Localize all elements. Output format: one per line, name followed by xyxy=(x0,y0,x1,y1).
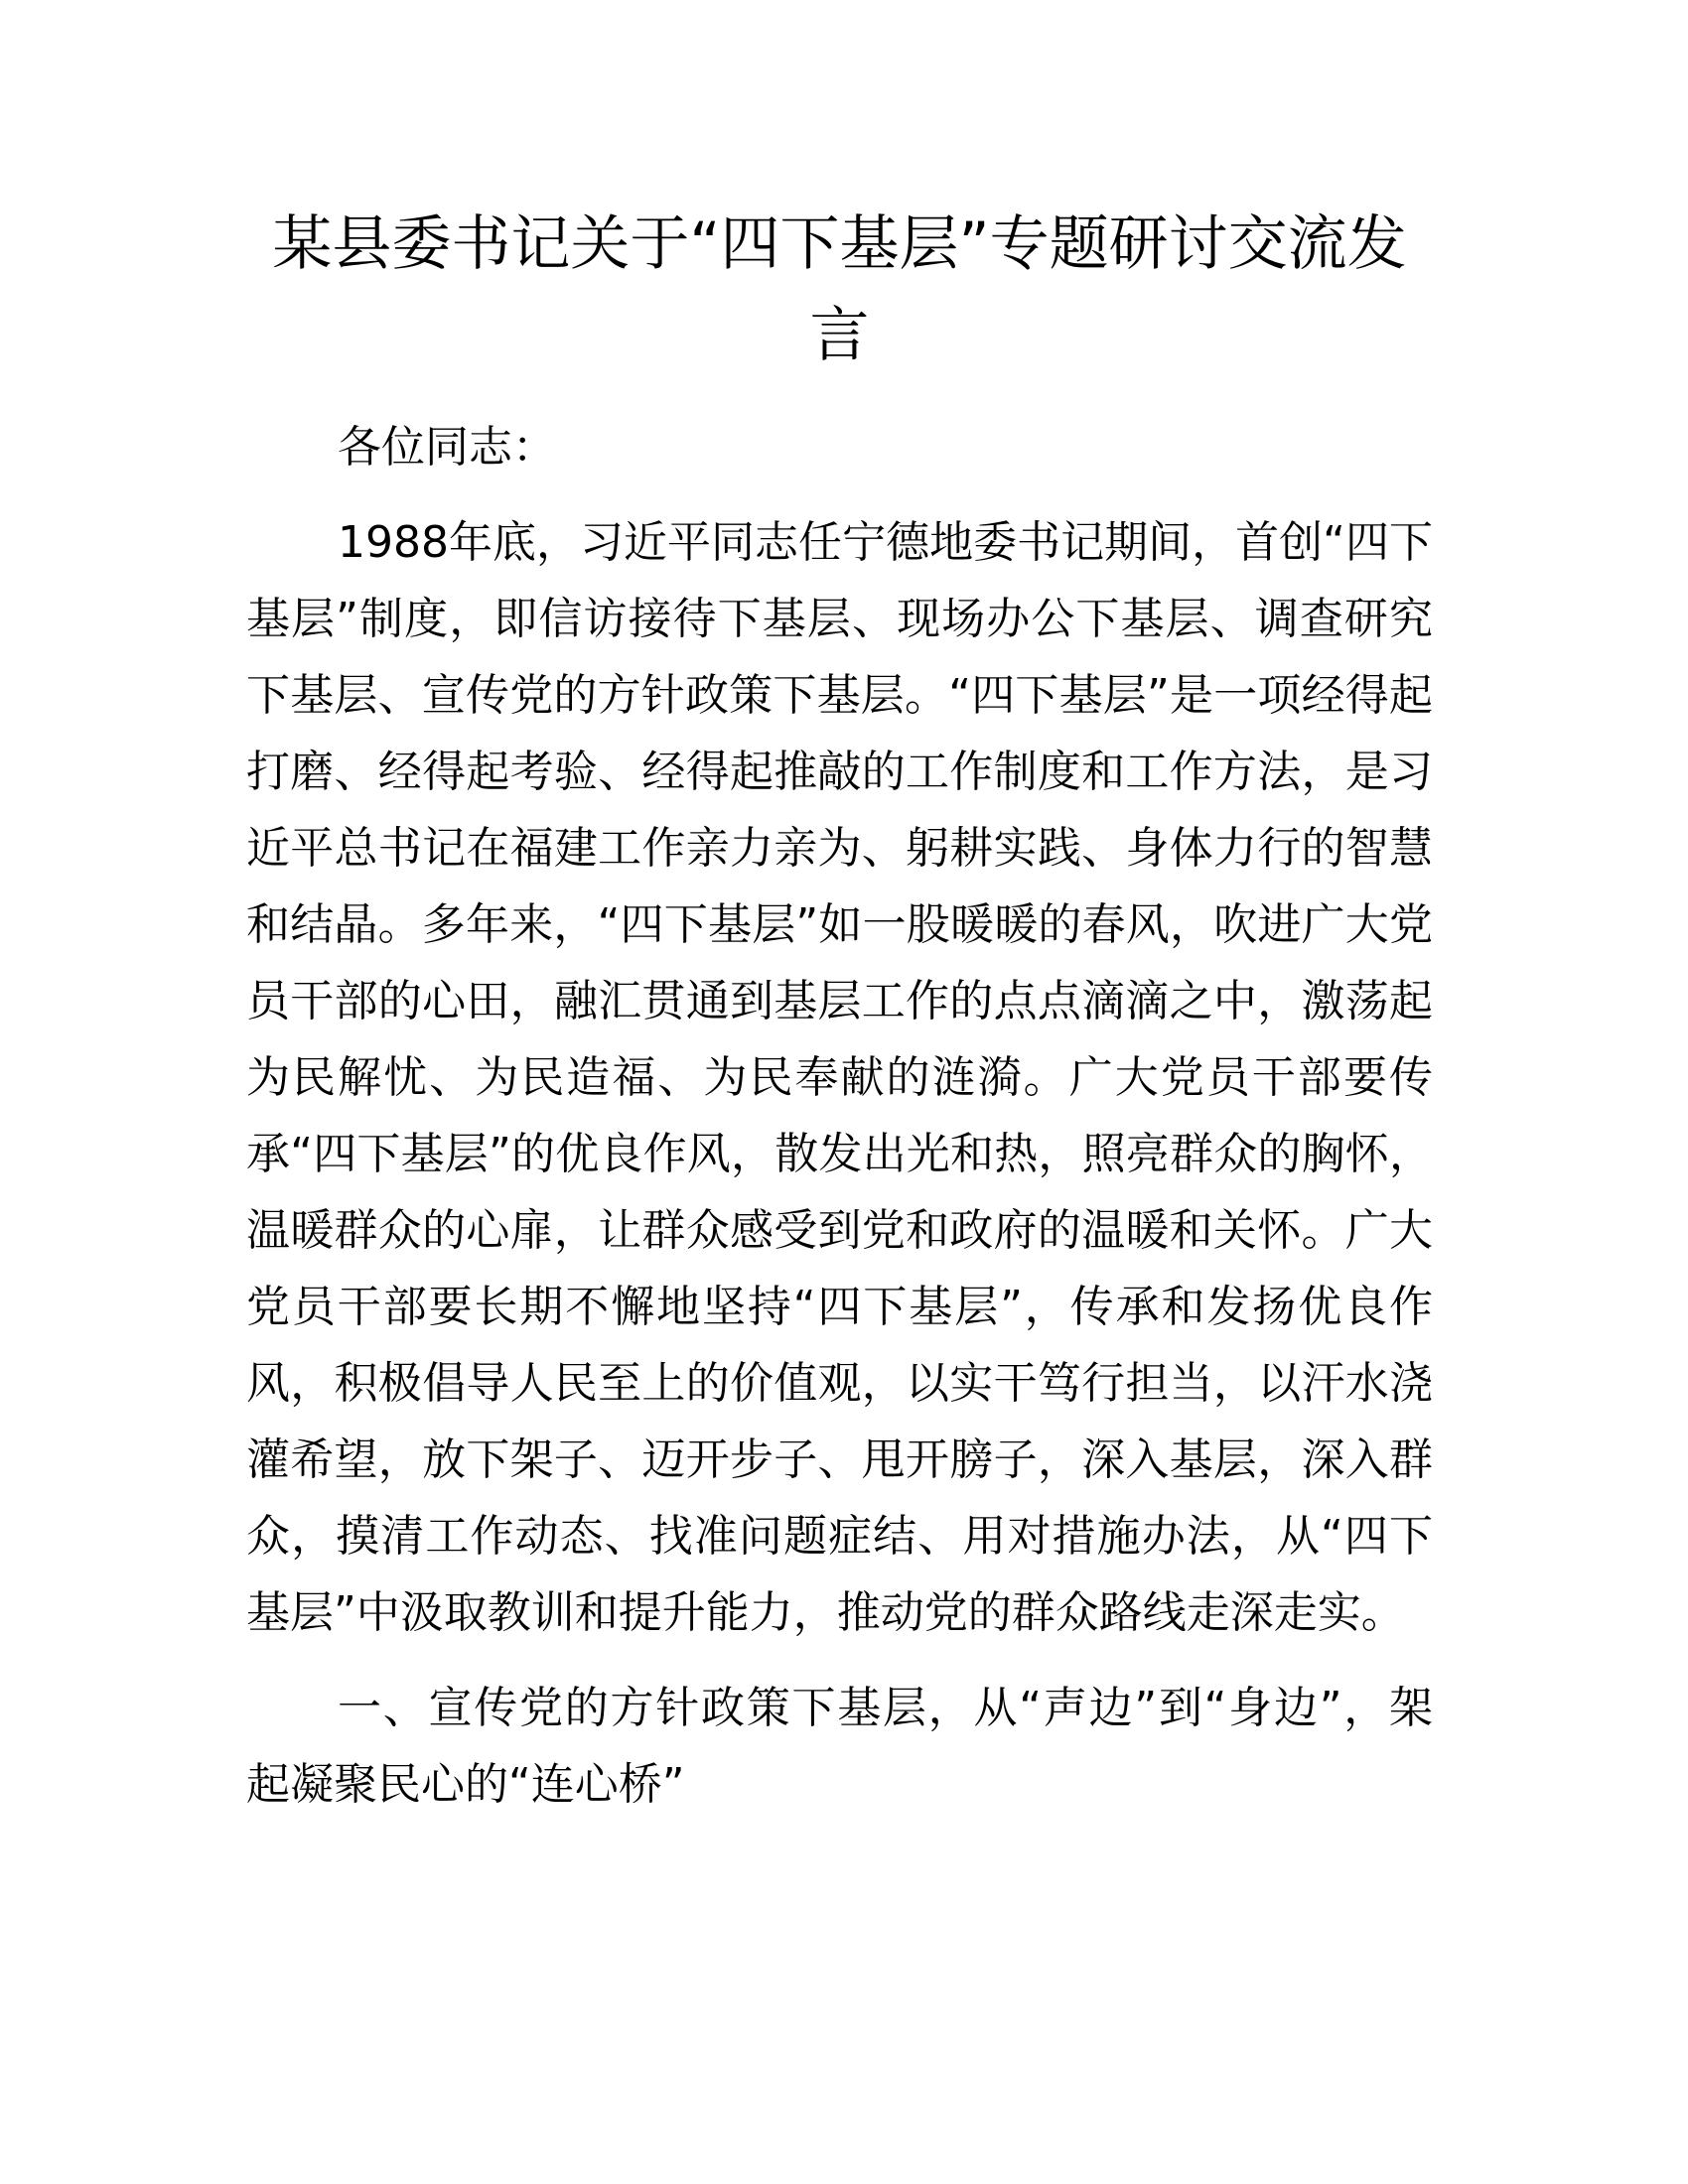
document-page xyxy=(246,199,1433,1823)
body-paragraph: 1988年底，习近平同志任宁德地委书记期间，首创“四下基层”制度，即信访接待下基层、现场办公下基层、调查研究下基层、宣传党的方针政策下基层。“四下基层”是一项经得起打磨、经得起考验、经得起推敲的工作制度和工作方法，是习近平总书记在福建工作亲力亲为、躬耕实践、身体力行的智慧和结晶。多年来，“四下基层”如一股暖暖的春风，吹进广大党员干部的心田，融汇贯通到基层工作的点点滴滴之中，激荡起为民解忧、为民造福、为民奉献的涟漪。广大党员干部要传承“四下基层”的优良作风，散发出光和热，照亮群众的胸怀，温暖群众的心扉，让群众感受到党和政府的温暖和关怀。广大党员干部要长期不懈地坚持“四下基层”，传承和发扬优良作风，积极倡导人民至上的价值观，以实干笃行担当，以汗水浇灌希望，放下架子、迈开步子、甩开膀子，深入基层，深入群众，摸清工作动态、找准问题症结、用对措施办法，从“四下基层”中汲取教训和提升能力，推动党的群众路线走深走实。 xyxy=(246,517,1433,1638)
document-title: 某县委书记关于“四下基层”专题研讨交流发言 xyxy=(272,209,1407,370)
section-heading: 一、宣传党的方针政策下基层，从“声边”到“身边”，架起凝聚民心的“连心桥” xyxy=(246,1683,1433,1810)
salutation: 各位同志： xyxy=(338,422,556,473)
